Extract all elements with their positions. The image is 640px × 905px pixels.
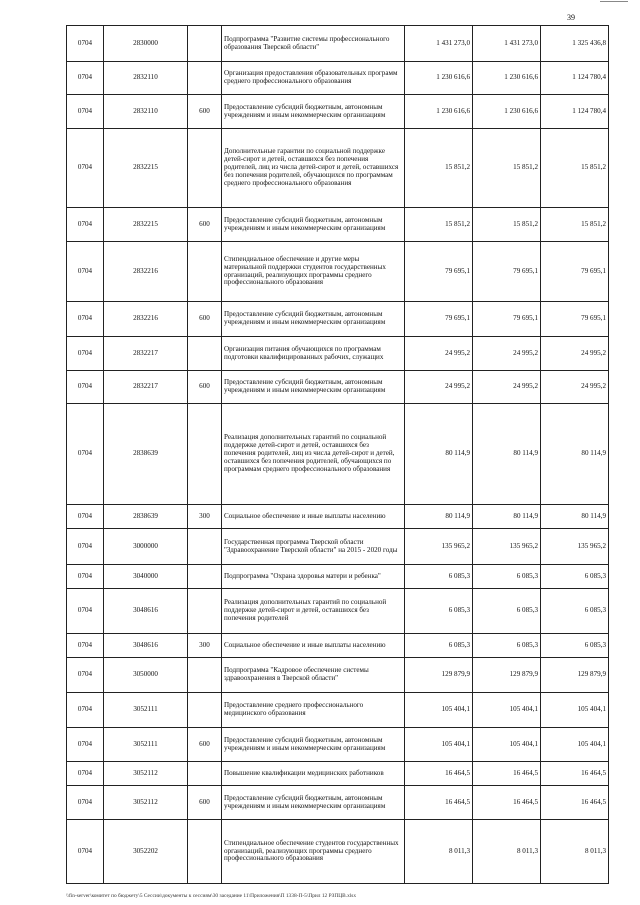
amount-year1-cell: 1 431 273,0 <box>405 26 473 62</box>
target-code-cell: 2832216 <box>104 242 188 302</box>
item-name-cell: Предоставление субсидий бюджетным, автономным учреждениям и иным некоммерческим организациям <box>222 786 405 820</box>
section-code-cell: 0704 <box>67 62 104 95</box>
target-code-cell: 3048616 <box>104 589 188 634</box>
item-name-cell: Стипендиальное обеспечение студентов государственных организаций, реализующих программы среднего профессионального образования <box>222 820 405 884</box>
section-code-cell: 0704 <box>67 565 104 589</box>
section-code-cell: 0704 <box>67 634 104 658</box>
amount-year1-cell: 6 085,3 <box>405 565 473 589</box>
amount-year2-cell: 135 965,2 <box>473 529 541 565</box>
amount-year3-cell: 1 124 780,4 <box>541 62 609 95</box>
table-row <box>67 242 609 302</box>
target-code-cell: 2838639 <box>104 505 188 529</box>
amount-year2-cell: 24 995,2 <box>473 337 541 371</box>
amount-year1-cell: 16 464,5 <box>405 786 473 820</box>
section-code-cell: 0704 <box>67 762 104 786</box>
amount-year3-cell: 24 995,2 <box>541 371 609 404</box>
table-row <box>67 786 609 820</box>
amount-year3-cell: 6 085,3 <box>541 589 609 634</box>
target-code-cell: 3048616 <box>104 634 188 658</box>
amount-year1-cell: 80 114,9 <box>405 404 473 505</box>
section-code-cell: 0704 <box>67 129 104 208</box>
item-name-cell: Реализация дополнительных гарантий по социальной поддержке детей-сирот и детей, оставшихся без попечения родителей, лиц из числа детей-сирот и детей, оставшихся без попечения родителей, обучающихся по программам среднего профессионального образования <box>222 404 405 505</box>
expense-type-cell <box>188 529 222 565</box>
amount-year1-cell: 6 085,3 <box>405 634 473 658</box>
target-code-cell: 3052202 <box>104 820 188 884</box>
expense-type-cell: 600 <box>188 302 222 337</box>
amount-year2-cell: 1 230 616,6 <box>473 62 541 95</box>
item-name-cell: Подпрограмма "Кадровое обеспечение системы здравоохранения в Тверской области" <box>222 658 405 693</box>
table-row <box>67 728 609 762</box>
expense-type-cell <box>188 404 222 505</box>
section-code-cell: 0704 <box>67 26 104 62</box>
amount-year1-cell: 129 879,9 <box>405 658 473 693</box>
expense-type-cell: 300 <box>188 634 222 658</box>
section-code-cell: 0704 <box>67 589 104 634</box>
expense-type-cell <box>188 337 222 371</box>
expense-type-cell: 600 <box>188 95 222 129</box>
item-name-cell: Стипендиальное обеспечение и другие меры материальной поддержки студентов государственных организаций, реализующих программы среднего профессионального образования <box>222 242 405 302</box>
section-code-cell: 0704 <box>67 505 104 529</box>
table-row <box>67 565 609 589</box>
amount-year1-cell: 24 995,2 <box>405 337 473 371</box>
expense-type-cell <box>188 565 222 589</box>
amount-year3-cell: 1 124 780,4 <box>541 95 609 129</box>
amount-year3-cell: 16 464,5 <box>541 762 609 786</box>
table-row <box>67 505 609 529</box>
item-name-cell: Предоставление субсидий бюджетным, автономным учреждениям и иным некоммерческим организациям <box>222 302 405 337</box>
expense-type-cell: 600 <box>188 208 222 242</box>
expense-type-cell <box>188 62 222 95</box>
amount-year2-cell: 6 085,3 <box>473 634 541 658</box>
expense-type-cell: 600 <box>188 786 222 820</box>
amount-year3-cell: 105 404,1 <box>541 693 609 728</box>
amount-year1-cell: 135 965,2 <box>405 529 473 565</box>
amount-year1-cell: 15 851,2 <box>405 129 473 208</box>
table-row <box>67 26 609 62</box>
expense-type-cell <box>188 658 222 693</box>
table-row <box>67 371 609 404</box>
amount-year3-cell: 24 995,2 <box>541 337 609 371</box>
table-row <box>67 658 609 693</box>
budget-table <box>66 25 609 884</box>
amount-year1-cell: 105 404,1 <box>405 693 473 728</box>
amount-year2-cell: 15 851,2 <box>473 208 541 242</box>
section-code-cell: 0704 <box>67 371 104 404</box>
section-code-cell: 0704 <box>67 302 104 337</box>
target-code-cell: 2832217 <box>104 337 188 371</box>
top-rule <box>600 1 628 2</box>
amount-year1-cell: 15 851,2 <box>405 208 473 242</box>
section-code-cell: 0704 <box>67 728 104 762</box>
item-name-cell: Предоставление среднего профессионального медицинского образования <box>222 693 405 728</box>
item-name-cell: Предоставление субсидий бюджетным, автономным учреждениям и иным некоммерческим организациям <box>222 208 405 242</box>
amount-year2-cell: 1 431 273,0 <box>473 26 541 62</box>
amount-year3-cell: 1 325 436,8 <box>541 26 609 62</box>
amount-year2-cell: 6 085,3 <box>473 589 541 634</box>
table-row <box>67 404 609 505</box>
amount-year2-cell: 15 851,2 <box>473 129 541 208</box>
item-name-cell: Предоставление субсидий бюджетным, автономным учреждениям и иным некоммерческим организациям <box>222 728 405 762</box>
table-row <box>67 95 609 129</box>
amount-year1-cell: 1 230 616,6 <box>405 95 473 129</box>
section-code-cell: 0704 <box>67 820 104 884</box>
amount-year3-cell: 79 695,1 <box>541 302 609 337</box>
amount-year2-cell: 79 695,1 <box>473 302 541 337</box>
table-row <box>67 62 609 95</box>
item-name-cell: Подпрограмма "Охрана здоровья матери и ребенка" <box>222 565 405 589</box>
expense-type-cell: 300 <box>188 505 222 529</box>
amount-year2-cell: 8 011,3 <box>473 820 541 884</box>
target-code-cell: 2832215 <box>104 208 188 242</box>
item-name-cell: Организация питания обучающихся по программам подготовки квалифицированных рабочих, служащих <box>222 337 405 371</box>
target-code-cell: 2832217 <box>104 371 188 404</box>
item-name-cell: Предоставление субсидий бюджетным, автономным учреждениям и иным некоммерческим организациям <box>222 95 405 129</box>
amount-year1-cell: 80 114,9 <box>405 505 473 529</box>
amount-year1-cell: 16 464,5 <box>405 762 473 786</box>
amount-year2-cell: 105 404,1 <box>473 693 541 728</box>
expense-type-cell <box>188 693 222 728</box>
target-code-cell: 3050000 <box>104 658 188 693</box>
amount-year2-cell: 1 230 616,6 <box>473 95 541 129</box>
table-body <box>67 26 609 884</box>
amount-year2-cell: 16 464,5 <box>473 762 541 786</box>
item-name-cell: Подпрограмма "Развитие системы профессионального образования Тверской области" <box>222 26 405 62</box>
file-path-footer: \\fin-server\комитет по бюджету\5 Сессии\документы к сессиям\30 заседание 11\Приложения\П 1338-П-5\Прил 12 РЗПЦВ.xlsx <box>66 893 357 899</box>
amount-year1-cell: 8 011,3 <box>405 820 473 884</box>
table-row <box>67 589 609 634</box>
target-code-cell: 3052112 <box>104 786 188 820</box>
item-name-cell: Повышение квалификации медицинских работников <box>222 762 405 786</box>
amount-year1-cell: 79 695,1 <box>405 242 473 302</box>
item-name-cell: Реализация дополнительных гарантий по социальной поддержке детей-сирот и детей, оставшихся без попечения родителей <box>222 589 405 634</box>
table-row <box>67 820 609 884</box>
amount-year3-cell: 8 011,3 <box>541 820 609 884</box>
item-name-cell: Социальное обеспечение и иные выплаты населению <box>222 505 405 529</box>
target-code-cell: 2832110 <box>104 95 188 129</box>
target-code-cell: 2832216 <box>104 302 188 337</box>
section-code-cell: 0704 <box>67 693 104 728</box>
amount-year2-cell: 80 114,9 <box>473 404 541 505</box>
amount-year1-cell: 79 695,1 <box>405 302 473 337</box>
amount-year3-cell: 6 085,3 <box>541 565 609 589</box>
section-code-cell: 0704 <box>67 404 104 505</box>
amount-year3-cell: 80 114,9 <box>541 505 609 529</box>
item-name-cell: Предоставление субсидий бюджетным, автономным учреждениям и иным некоммерческим организациям <box>222 371 405 404</box>
amount-year3-cell: 129 879,9 <box>541 658 609 693</box>
amount-year2-cell: 24 995,2 <box>473 371 541 404</box>
amount-year1-cell: 24 995,2 <box>405 371 473 404</box>
amount-year1-cell: 6 085,3 <box>405 589 473 634</box>
section-code-cell: 0704 <box>67 658 104 693</box>
item-name-cell: Организация предоставления образовательных программ среднего профессионального образования <box>222 62 405 95</box>
target-code-cell: 3040000 <box>104 565 188 589</box>
target-code-cell: 2832215 <box>104 129 188 208</box>
expense-type-cell: 600 <box>188 728 222 762</box>
target-code-cell: 3052111 <box>104 693 188 728</box>
target-code-cell: 2838639 <box>104 404 188 505</box>
expense-type-cell: 600 <box>188 371 222 404</box>
expense-type-cell <box>188 26 222 62</box>
amount-year3-cell: 15 851,2 <box>541 208 609 242</box>
table-row <box>67 129 609 208</box>
section-code-cell: 0704 <box>67 529 104 565</box>
expense-type-cell <box>188 762 222 786</box>
target-code-cell: 3052112 <box>104 762 188 786</box>
amount-year1-cell: 1 230 616,6 <box>405 62 473 95</box>
target-code-cell: 2830000 <box>104 26 188 62</box>
amount-year3-cell: 105 404,1 <box>541 728 609 762</box>
amount-year3-cell: 135 965,2 <box>541 529 609 565</box>
section-code-cell: 0704 <box>67 242 104 302</box>
table-row <box>67 762 609 786</box>
section-code-cell: 0704 <box>67 208 104 242</box>
amount-year1-cell: 105 404,1 <box>405 728 473 762</box>
expense-type-cell <box>188 820 222 884</box>
amount-year3-cell: 79 695,1 <box>541 242 609 302</box>
section-code-cell: 0704 <box>67 95 104 129</box>
target-code-cell: 2832110 <box>104 62 188 95</box>
amount-year3-cell: 6 085,3 <box>541 634 609 658</box>
target-code-cell: 3052111 <box>104 728 188 762</box>
table-row <box>67 337 609 371</box>
amount-year2-cell: 129 879,9 <box>473 658 541 693</box>
amount-year2-cell: 6 085,3 <box>473 565 541 589</box>
expense-type-cell <box>188 242 222 302</box>
section-code-cell: 0704 <box>67 337 104 371</box>
table-row <box>67 693 609 728</box>
section-code-cell: 0704 <box>67 786 104 820</box>
page-number: 39 <box>567 13 575 22</box>
table-row <box>67 634 609 658</box>
amount-year2-cell: 79 695,1 <box>473 242 541 302</box>
expense-type-cell <box>188 129 222 208</box>
item-name-cell: Государственная программа Тверской области "Здравоохранение Тверской области" на 2015 - 2020 годы <box>222 529 405 565</box>
target-code-cell: 3000000 <box>104 529 188 565</box>
amount-year2-cell: 80 114,9 <box>473 505 541 529</box>
table-row <box>67 208 609 242</box>
amount-year2-cell: 16 464,5 <box>473 786 541 820</box>
amount-year3-cell: 80 114,9 <box>541 404 609 505</box>
item-name-cell: Дополнительные гарантии по социальной поддержке детей-сирот и детей, оставшихся без попечения родителей, лиц из числа детей-сирот и детей, оставшихся без попечения родителей, обучающихся по программам среднего профессионального образования <box>222 129 405 208</box>
table-row <box>67 302 609 337</box>
table-row <box>67 529 609 565</box>
item-name-cell: Социальное обеспечение и иные выплаты населению <box>222 634 405 658</box>
amount-year3-cell: 15 851,2 <box>541 129 609 208</box>
expense-type-cell <box>188 589 222 634</box>
amount-year2-cell: 105 404,1 <box>473 728 541 762</box>
amount-year3-cell: 16 464,5 <box>541 786 609 820</box>
